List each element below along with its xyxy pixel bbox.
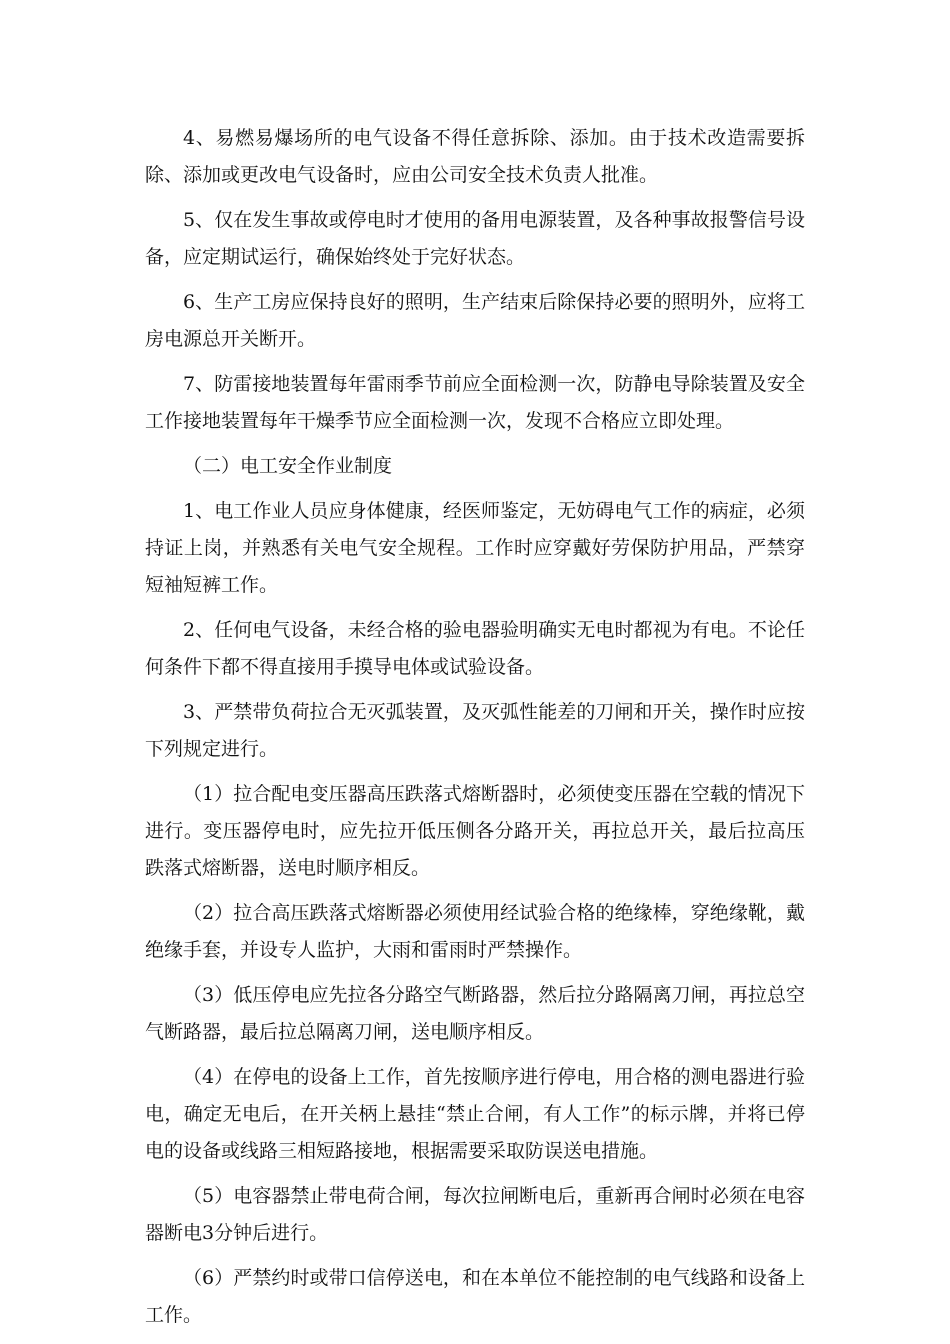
paragraph-item-6: 6、生产工房应保持良好的照明，生产结束后除保持必要的照明外，应将工房电源总开关断开。 bbox=[145, 291, 805, 350]
sub-item-3: （3）低压停电应先拉各分路空气断路器，然后拉分路隔离刀闸，再拉总空气断路器，最后拉总隔离刀闸，送电顺序相反。 bbox=[145, 984, 805, 1043]
sub-item-4: （4）在停电的设备上工作，首先按顺序进行停电，用合格的测电器进行验电，确定无电后，在开关柄上悬挂“禁止合闸，有人工作”的标示牌，并将已停电的设备或线路三相短路接地，根据需要采取防误送电措施。 bbox=[145, 1066, 805, 1162]
paragraph-rule-2: 2、任何电气设备，未经合格的验电器验明确实无电时都视为有电。不论任何条件下都不得直接用手摸导电体或试验设备。 bbox=[145, 619, 805, 678]
sub-item-1: （1）拉合配电变压器高压跌落式熔断器时，必须使变压器在空载的情况下进行。变压器停电时，应先拉开低压侧各分路开关，再拉总开关，最后拉高压跌落式熔断器，送电时顺序相反。 bbox=[145, 783, 805, 879]
sub-item-2: （2）拉合高压跌落式熔断器必须使用经试验合格的绝缘棒，穿绝缘靴，戴绝缘手套，并设专人监护，大雨和雷雨时严禁操作。 bbox=[145, 902, 805, 961]
section-heading-electrician-safety: （二）电工安全作业制度 bbox=[183, 455, 393, 477]
paragraph-item-5: 5、仅在发生事故或停电时才使用的备用电源装置，及各种事故报警信号设备，应定期试运行，确保始终处于完好状态。 bbox=[145, 209, 805, 268]
paragraph-item-7: 7、防雷接地装置每年雷雨季节前应全面检测一次，防静电导除装置及安全工作接地装置每年干燥季节应全面检测一次，发现不合格应立即处理。 bbox=[145, 373, 805, 432]
paragraph-rule-3: 3、严禁带负荷拉合无灭弧装置，及灭弧性能差的刀闸和开关，操作时应按下列规定进行。 bbox=[145, 701, 805, 760]
sub-item-6: （6）严禁约时或带口信停送电，和在本单位不能控制的电气线路和设备上工作。 bbox=[145, 1267, 805, 1326]
paragraph-rule-1: 1、电工作业人员应身体健康，经医师鉴定，无妨碍电气工作的病症，必须持证上岗，并熟悉有关电气安全规程。工作时应穿戴好劳保防护用品，严禁穿短袖短裤工作。 bbox=[145, 500, 805, 596]
paragraph-item-4: 4、易燃易爆场所的电气设备不得任意拆除、添加。由于技术改造需要拆除、添加或更改电气设备时，应由公司安全技术负责人批准。 bbox=[145, 127, 805, 186]
sub-item-5: （5）电容器禁止带电荷合闸，每次拉闸断电后，重新再合闸时必须在电容器断电3分钟后进行。 bbox=[145, 1185, 805, 1244]
